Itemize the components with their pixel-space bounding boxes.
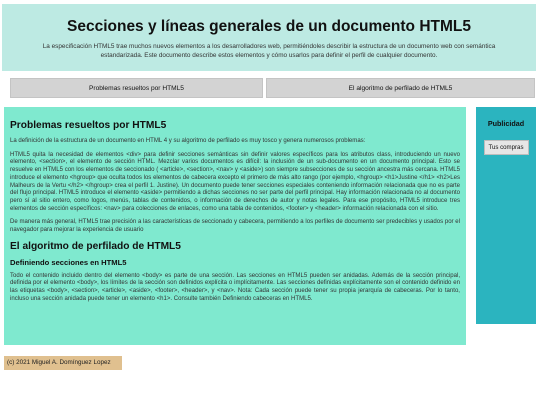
main-content: [4, 107, 466, 345]
sidebar-ads: [476, 107, 536, 324]
copyright-text: (c) 2021 Miguel A. Domínguez Lopez: [7, 359, 111, 366]
section-heading-problemas: Problemas resueltos por HTML5: [10, 120, 167, 131]
main-nav: [10, 78, 535, 98]
page-description: La especificación HTML5 trae muchos nuevos elementos a los desarrolladores web, permitiéndoles describir la estructura de un documento web con semántica estandarizada. Este documento describe estos elementos y cómo usarlos para definir el perfil de cualquier documento.: [42, 43, 496, 59]
paragraph-summary: De manera más general, HTML5 trae precisión a las características de seccionado y cabecera, permitiendo a los perfiles de documento ser predecibles y usados por el navegador para mejorar la experiencia de usuario: [10, 219, 460, 234]
subsection-heading-definiendo: Definiendo secciones en HTML5: [10, 257, 127, 267]
paragraph-intro: La definición de la estructura de un documento en HTML 4 y su algoritmo de perfilado es muy tosco y genera numerosos problemas:: [10, 138, 366, 144]
page-footer: [4, 356, 122, 370]
shopping-button[interactable]: Tus compras: [484, 140, 529, 155]
nav-link-problemas[interactable]: Problemas resueltos por HTML5: [10, 78, 263, 98]
paragraph-secciones: Todo el contenido incluido dentro del elemento <body> es parte de una sección. Las secciones en HTML5 pueden ser anidadas. Además de la sección principal, definida por el elemento <body>, los límites de la sección son definidos explícita o implícitamente. Las secciones definidas explícitamente son el contenido definido en las etiquetas <body>, <section>, <article>, <aside>, <footer>, <header>, y <nav>. Nota: Cada sección puede tener su propia jerarquía de cabeceras. Por lo tanto, incluso una sección anidada puede tener un elemento <h1>. Consulte también Definiendo cabeceras en HTML5.: [10, 272, 460, 302]
page-title: Secciones y líneas generales de un documento HTML5: [67, 18, 471, 35]
page-header: [2, 4, 536, 71]
nav-link-algoritmo[interactable]: El algoritmo de perfilado de HTML5: [266, 78, 535, 98]
section-heading-algoritmo: El algoritmo de perfilado de HTML5: [10, 240, 181, 252]
ads-title: Publicidad: [487, 119, 525, 128]
paragraph-details: HTML5 quita la necesidad de elementos <div> para definir secciones semánticas sin definir valores específicos para los atributos class, introduciendo un nuevo elemento, <section>, el elemento de sección HTML. Mezclar varios documentos es difícil: la inclusión de un sub-documento en un documento principal. Esto se resuelve en HTML5 con los elementos de seccionado ( <article>, <section>, <nav> y <aside>) son siempre subsecciones de su sección ancestra más cercana. HTML5 introduce el elemento <hgroup> que oculta todos los elementos de cabecera excepto el primero de más alto rango (por ejemplo, <hgroup> <h1>Justine </h1> <h2>Les Malheurs de la Vertu </h2> </hgroup> crea el perfil 1. Justine). Un documento puede tener secciones especiales conteniendo información relacionada que no es parte del flujo principal. HTML5 introduce el elemento <aside> permitiendo a dichas secciones no ser parte del perfil principal. Hay información relacionada no al documento pero sí al sitio entero, como logos, menús, tablas de contenidos, o información de derechos de autor y notas legales. Para ese propósito, HTML5 introduce tres elementos de sección específicos: <nav> para colecciones de enlaces, como una tabla de contenidos, <footer> y <header> información relacionada con el sitio.: [10, 151, 460, 212]
